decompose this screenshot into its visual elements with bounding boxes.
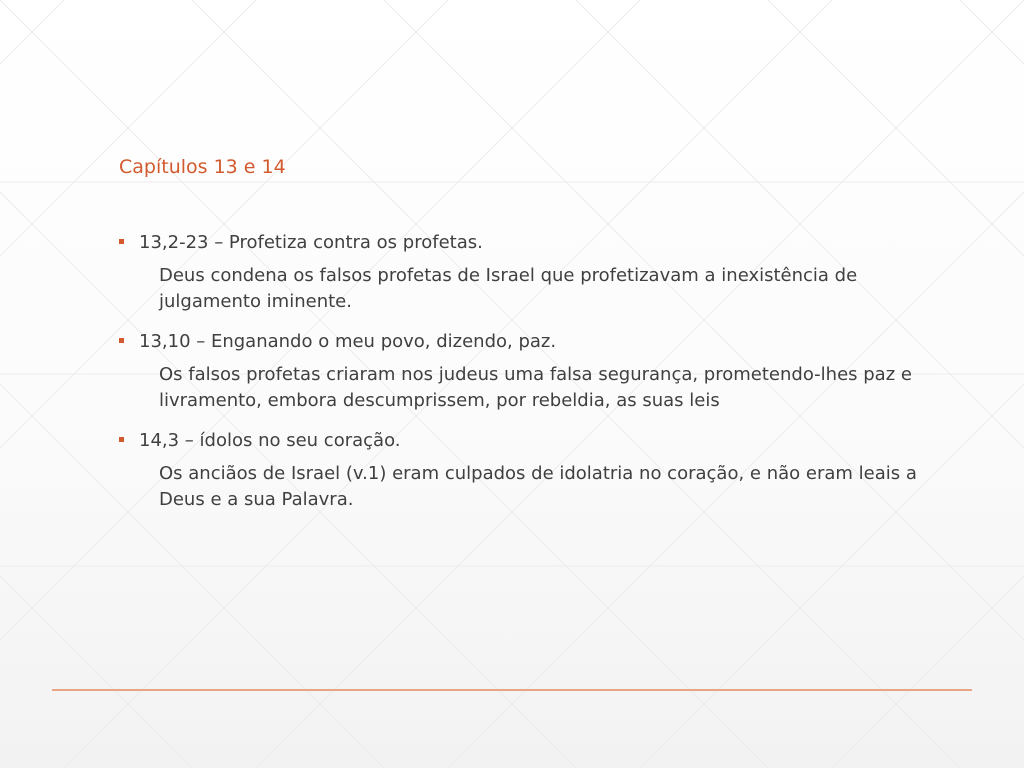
square-bullet-icon — [119, 239, 124, 244]
slide-title: Capítulos 13 e 14 — [119, 156, 286, 178]
square-bullet-icon — [119, 437, 124, 442]
footer-divider — [52, 689, 972, 691]
bullet-item — [117, 428, 917, 513]
bullet-heading: 13,2-23 – Profetiza contra os profetas. — [139, 232, 483, 253]
bullet-list — [117, 230, 917, 527]
bullet-item — [117, 329, 917, 414]
bullet-detail: Os anciãos de Israel (v.1) eram culpados de idolatria no coração, e não eram leais a Deus e a sua Palavra. — [159, 463, 917, 510]
square-bullet-icon — [119, 338, 124, 343]
bullet-item — [117, 230, 917, 315]
bullet-detail: Os falsos profetas criaram nos judeus uma falsa segurança, prometendo-lhes paz e livramento, embora descumprissem, por rebeldia, as suas leis — [159, 364, 912, 411]
bullet-detail: Deus condena os falsos profetas de Israel que profetizavam a inexistência de julgamento iminente. — [159, 265, 858, 312]
bullet-heading: 13,10 – Enganando o meu povo, dizendo, paz. — [139, 331, 557, 352]
bullet-heading: 14,3 – ídolos no seu coração. — [139, 430, 401, 451]
